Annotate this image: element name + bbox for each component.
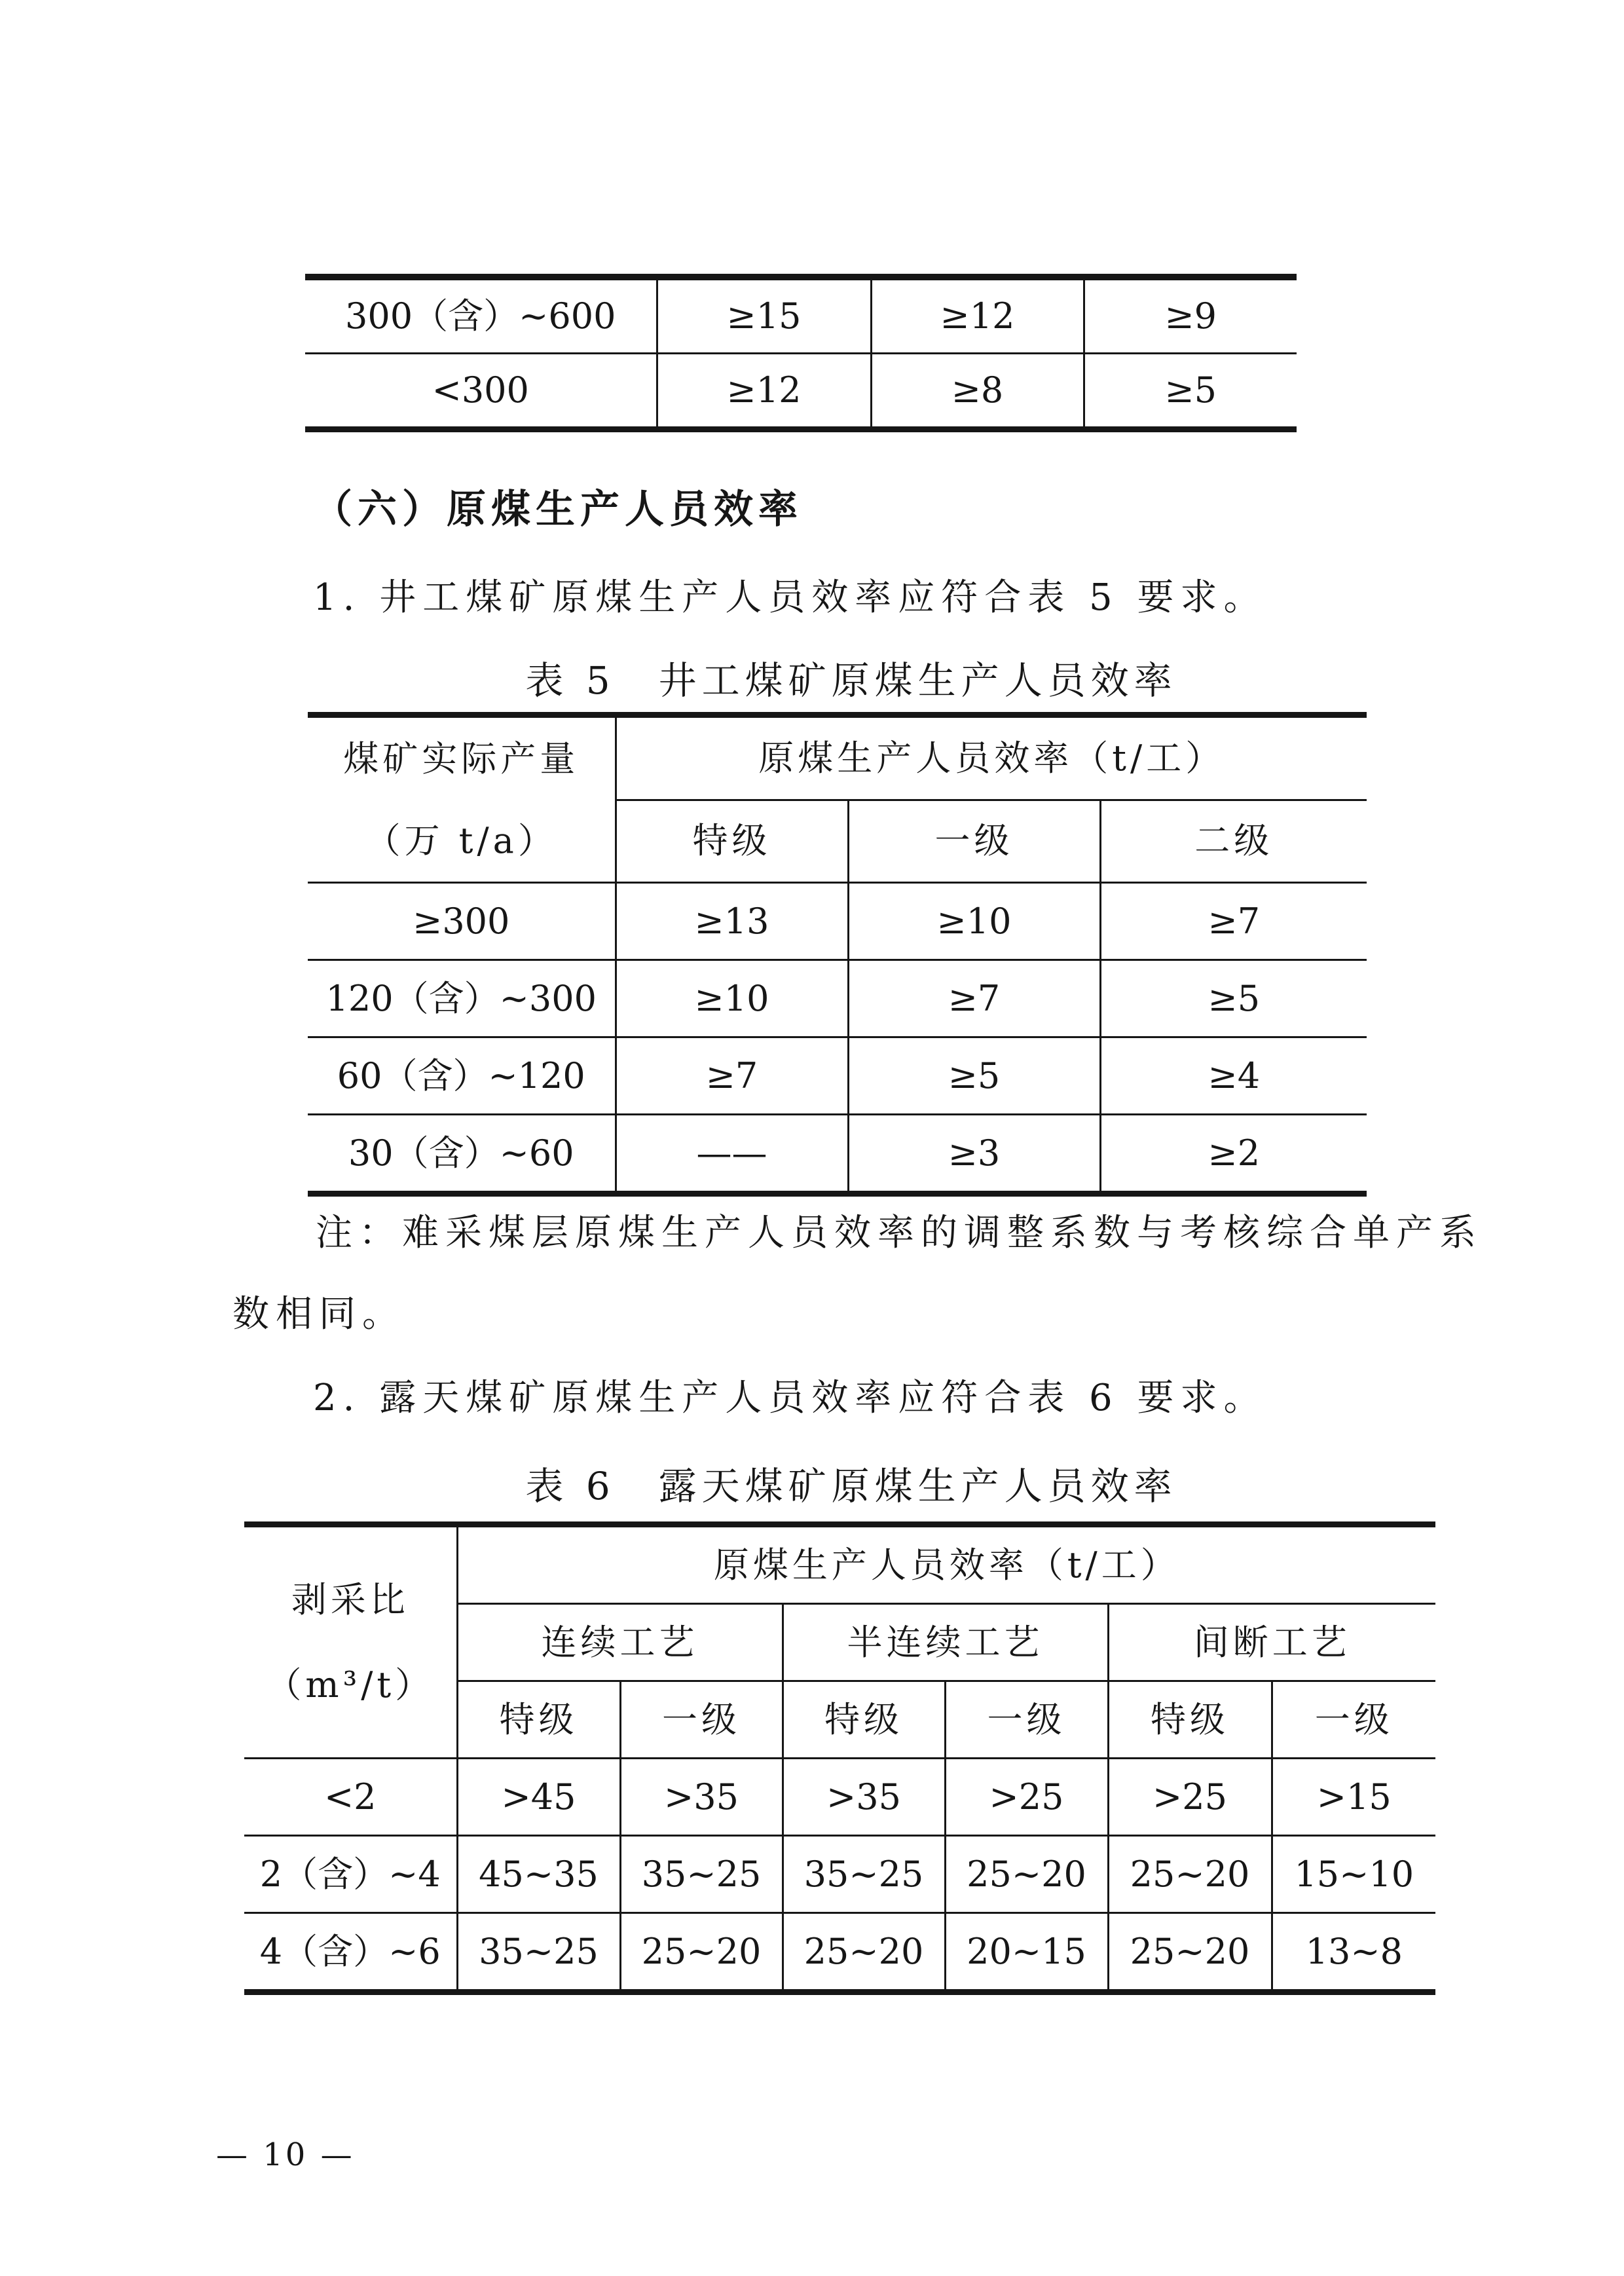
table-row (244, 1759, 1435, 1836)
table-cell: ≥7 (848, 960, 1100, 1037)
table-cell: 25~20 (620, 1913, 783, 1992)
table-cell: ≥10 (616, 960, 848, 1037)
table6-caption: 表 6 露天煤矿原煤生产人员效率 (525, 1464, 1177, 1508)
header-line: （m³/t） (266, 1664, 435, 1706)
table-cell: ≥4 (1100, 1037, 1367, 1115)
table-cell: 30（含）~60 (308, 1115, 616, 1194)
table-row (308, 960, 1367, 1037)
table5-caption: 表 5 井工煤矿原煤生产人员效率 (525, 658, 1177, 703)
table-row (244, 1913, 1435, 1992)
table-5 (308, 712, 1367, 1197)
table-cell: 35~25 (783, 1836, 945, 1913)
grade-header: 一级 (945, 1681, 1108, 1759)
grade-header: 特级 (783, 1681, 945, 1759)
table-header-row (244, 1525, 1435, 1604)
table-cell: 13~8 (1272, 1913, 1435, 1992)
table-cell: 300（含）~600 (345, 295, 616, 337)
table-row (305, 354, 1297, 430)
table-cell: —— (616, 1115, 848, 1194)
table-cell: ≥9 (1084, 277, 1297, 354)
table-cell: ≥5 (1100, 960, 1367, 1037)
column-header (244, 1525, 457, 1759)
table-cell: ≥12 (657, 354, 871, 430)
table-cell: ≥5 (848, 1037, 1100, 1115)
table-row (305, 277, 1297, 354)
table-row (308, 1115, 1367, 1194)
process-header: 连续工艺 (457, 1604, 783, 1681)
table-cell: ≥7 (1100, 883, 1367, 960)
table-cell: ≥2 (1100, 1115, 1367, 1194)
grade-header: 特级 (616, 800, 848, 882)
header-line: 剥采比 (291, 1578, 409, 1620)
table-cell: 4（含）~6 (244, 1913, 457, 1992)
note: 注：难采煤层原煤生产人员效率的调整系数与考核综合单产系 (316, 1212, 1483, 1254)
table-cell: 45~35 (457, 1836, 620, 1913)
table-cell: 25~20 (1108, 1836, 1272, 1913)
header-line: （万 t/a） (365, 820, 557, 861)
grade-header: 二级 (1100, 800, 1367, 882)
table-cell: ≥12 (871, 277, 1084, 354)
table-header-row (308, 715, 1367, 800)
table-cell: ≥13 (616, 883, 848, 960)
header-line: 煤矿实际产量 (343, 738, 580, 779)
table-row (244, 1836, 1435, 1913)
grade-header: 一级 (620, 1681, 783, 1759)
table-cell: ≥10 (848, 883, 1100, 960)
table-cell: >25 (1108, 1759, 1272, 1836)
grade-header: 一级 (1272, 1681, 1435, 1759)
table-cell: 120（含）~300 (308, 960, 616, 1037)
table-row (308, 883, 1367, 960)
table-cell: <300 (305, 354, 657, 430)
process-header: 间断工艺 (1108, 1604, 1435, 1681)
table-6 (244, 1521, 1435, 1995)
table-cell: ≥5 (1084, 354, 1297, 430)
table-cell: 20~15 (945, 1913, 1108, 1992)
table-cell: 25~20 (945, 1836, 1108, 1913)
table-cell: 25~20 (783, 1913, 945, 1992)
group-header: 原煤生产人员效率（t/工） (616, 715, 1367, 800)
paragraph: 2. 露天煤矿原煤生产人员效率应符合表 6 要求。 (313, 1377, 1267, 1419)
table-cell: >25 (945, 1759, 1108, 1836)
note-continuation: 数相同。 (232, 1293, 405, 1335)
table-cell: 25~20 (1108, 1913, 1272, 1992)
grade-header: 一级 (848, 800, 1100, 882)
column-header (308, 715, 616, 883)
grade-header: 特级 (1108, 1681, 1272, 1759)
table-cell: >45 (457, 1759, 620, 1836)
process-header: 半连续工艺 (783, 1604, 1108, 1681)
table-cell: ≥3 (848, 1115, 1100, 1194)
table-cell: <2 (244, 1759, 457, 1836)
table-cell: >35 (620, 1759, 783, 1836)
table-cell: 15~10 (1272, 1836, 1435, 1913)
group-header: 原煤生产人员效率（t/工） (457, 1525, 1435, 1604)
table-cell: >15 (1272, 1759, 1435, 1836)
page-number: — 10 — (216, 2136, 355, 2173)
table-cell: 2（含）~4 (244, 1836, 457, 1913)
table-cell: ≥7 (616, 1037, 848, 1115)
table-row (308, 1037, 1367, 1115)
table-cell: ≥300 (308, 883, 616, 960)
table-cell: >35 (783, 1759, 945, 1836)
table-cell: ≥8 (871, 354, 1084, 430)
table-cell: 35~25 (457, 1913, 620, 1992)
section-heading: （六）原煤生产人员效率 (313, 487, 803, 532)
table-cell: ≥15 (657, 277, 871, 354)
table-continuation (305, 274, 1297, 432)
paragraph: 1. 井工煤矿原煤生产人员效率应符合表 5 要求。 (313, 576, 1267, 619)
grade-header: 特级 (457, 1681, 620, 1759)
table-cell: 60（含）~120 (308, 1037, 616, 1115)
table-cell: 35~25 (620, 1836, 783, 1913)
